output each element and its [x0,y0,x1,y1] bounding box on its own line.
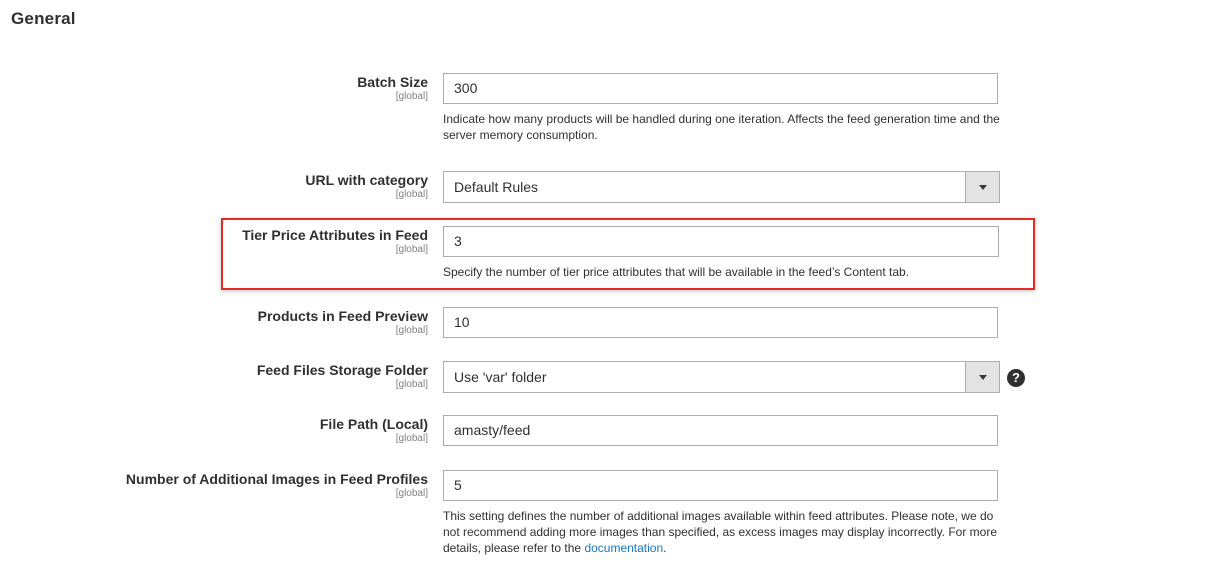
additional-images-input[interactable]: 5 [443,470,998,501]
file-path-local-input[interactable]: amasty/feed [443,415,998,446]
select-value: Use 'var' folder [454,369,547,385]
scope-label: [global] [395,189,428,200]
scope-label: [global] [395,379,428,390]
scope-label: [global] [395,325,428,336]
url-with-category-select[interactable] [443,171,1000,203]
tier-price-attributes-input[interactable]: 3 [443,226,999,257]
products-in-feed-preview-input[interactable]: 10 [443,307,998,338]
batch-size-note: Indicate how many products will be handled during one iteration. Affects the feed generation time and the server memory consumption. [443,112,1000,142]
additional-images-note [443,508,998,556]
documentation-link[interactable]: documentation [584,541,664,555]
scope-label: [global] [395,91,428,102]
field-label: Tier Price Attributes in Feed [242,227,428,243]
tier-price-note: Specify the number of tier price attributes that will be available in the feed’s Content tab. [443,265,910,279]
scope-label: [global] [395,488,428,499]
note-end: . [663,541,667,555]
chevron-down-icon[interactable] [965,172,999,202]
question-circle-icon[interactable]: ? [1007,369,1025,387]
field-label: Products in Feed Preview [257,308,428,324]
note-text: This setting defines the number of additional images available within feed attributes. Please note, we do not recommend adding more images than specified, as excess images may display incorrectly. For more details, please refer to the [443,509,998,555]
field-label: Feed Files Storage Folder [256,362,428,378]
field-label: Number of Additional Images in Feed Profiles [125,471,428,487]
feed-files-storage-folder-select[interactable] [443,361,1000,393]
scope-label: [global] [395,244,428,255]
field-label: Batch Size [357,74,428,90]
chevron-down-icon[interactable] [965,362,999,392]
field-label: URL with category [305,172,428,188]
scope-label: [global] [395,433,428,444]
section-title: General [11,9,76,28]
field-label: File Path (Local) [319,416,428,432]
batch-size-input[interactable]: 300 [443,73,998,104]
select-value: Default Rules [454,179,539,195]
